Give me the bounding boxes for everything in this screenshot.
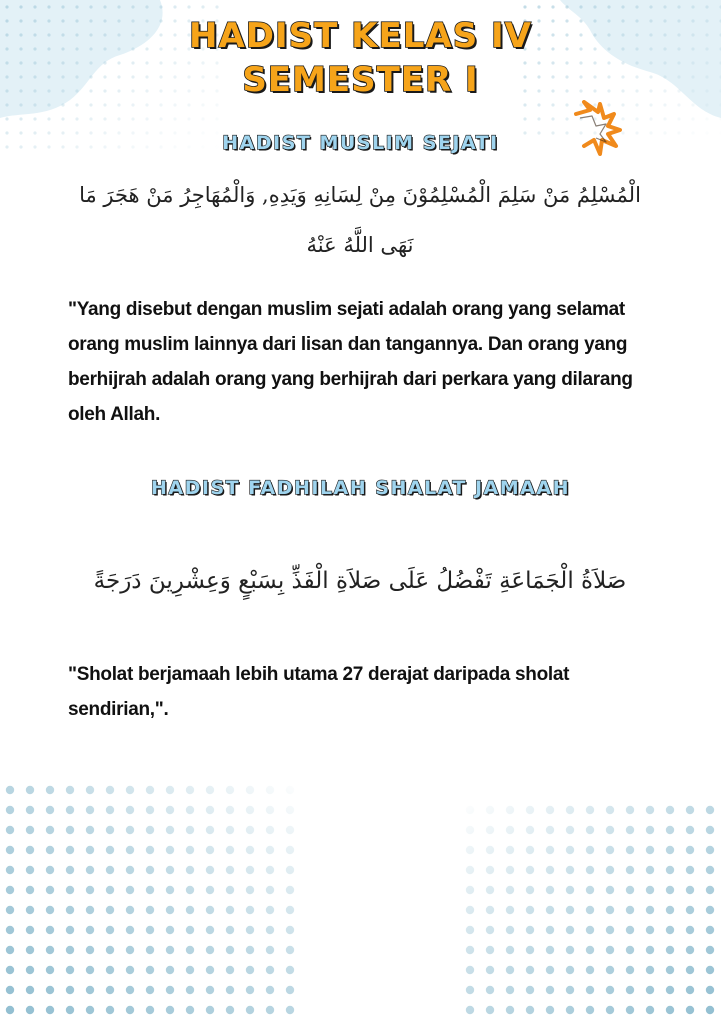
hadith-arabic-shalat-jamaah: صَلاَةُ الْجَمَاعَةِ تَفْضُلُ عَلَى صَلاَةِ الْفَذِّ بِسَبْعٍ وَعِشْرِينَ دَرَجَةً [93, 568, 627, 594]
hadith-arabic-muslim-sejati: الْمُسْلِمُ مَنْ سَلِمَ الْمُسْلِمُوْنَ مِنْ لِسَانِهِ وَيَدِهِ, وَالْمُهَاجِرُ مَنْ هَجَرَ مَا نَهَى اللَّهُ عَنْهُ [79, 183, 641, 257]
hadith-translation-muslim-sejati: "Yang disebut dengan muslim sejati adalah orang yang selamat orang muslim lainnya dari lisan dan tangannya. Dan orang yang berhijrah adalah orang yang berhijrah dari perkara yang dilarang oleh Allah. [68, 299, 633, 425]
section-heading-shalat-jamaah: HADIST FADHILAH SHALAT JAMAAH [151, 477, 570, 499]
section-heading-muslim-sejati: HADIST MUSLIM SEJATI [222, 132, 499, 154]
document-title-line-2: SEMESTER I [242, 60, 479, 100]
hadith-translation-shalat-jamaah: "Sholat berjamaah lebih utama 27 derajat daripada sholat sendirian,". [68, 664, 570, 720]
document-title-line-1: HADIST KELAS IV [189, 16, 532, 56]
